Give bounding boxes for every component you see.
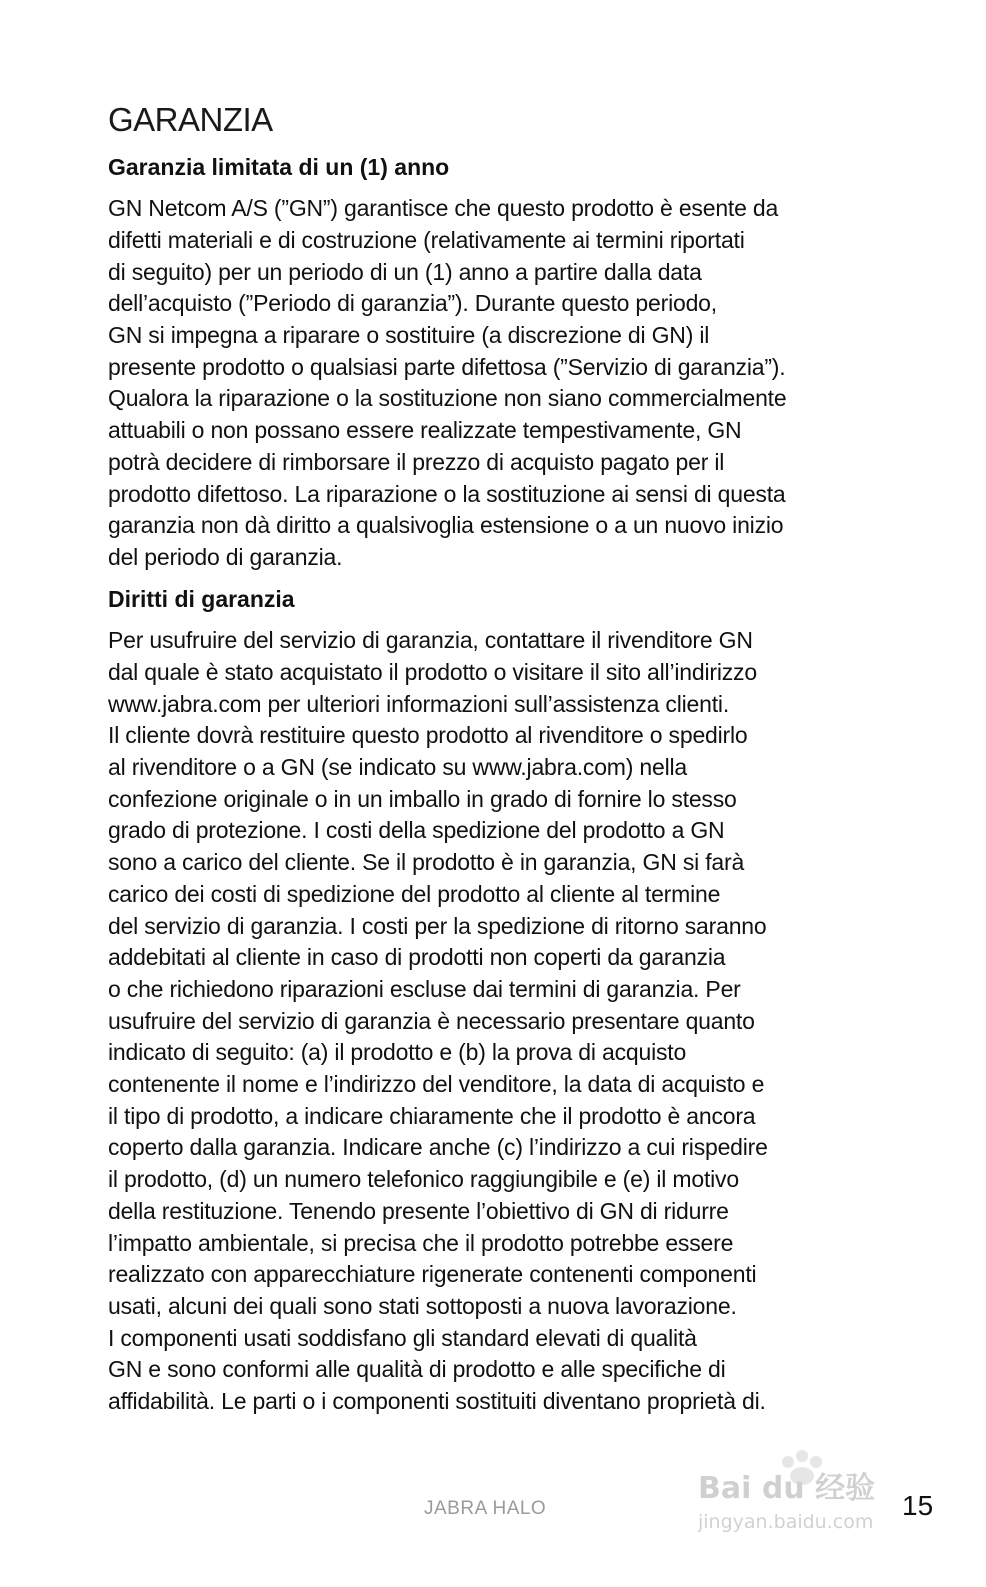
footer-brand: JABRA HALO xyxy=(424,1498,547,1519)
subsection-heading-warranty-rights: Diritti di garanzia xyxy=(108,585,295,612)
text-line: dal quale è stato acquistato il prodotto o visitare il sito all’indirizzo xyxy=(108,658,757,685)
text-line: indicato di seguito: (a) il prodotto e (b) la prova di acquisto xyxy=(108,1039,687,1066)
watermark-url: jingyan.baidu.com xyxy=(698,1511,874,1533)
paragraph-limited-warranty xyxy=(108,193,878,573)
text-line: carico dei costi di spedizione del prodotto al cliente al termine xyxy=(108,880,721,907)
text-line: sono a carico del cliente. Se il prodotto è in garanzia, GN si farà xyxy=(108,849,745,876)
text-line: coperto dalla garanzia. Indicare anche (c) l’indirizzo a cui rispedire xyxy=(108,1134,768,1161)
text-line: l’impatto ambientale, si precisa che il prodotto potrebbe essere xyxy=(108,1229,734,1256)
watermark-logo-text: Bai du 经验 xyxy=(698,1471,876,1506)
text-line: dell’acquisto (”Periodo di garanzia”). Durante questo periodo, xyxy=(108,290,717,317)
text-line: Il cliente dovrà restituire questo prodotto al rivenditore o spedirlo xyxy=(108,722,748,749)
text-line: realizzato con apparecchiature rigenerate contenenti componenti xyxy=(108,1261,757,1288)
text-line: Per usufruire del servizio di garanzia, contattare il rivenditore GN xyxy=(108,627,753,654)
text-line: al rivenditore o a GN (se indicato su www.jabra.com) nella xyxy=(108,754,687,781)
text-line: o che richiedono riparazioni escluse dai termini di garanzia. Per xyxy=(108,975,741,1002)
page-number: 15 xyxy=(902,1490,934,1521)
text-line: del servizio di garanzia. I costi per la spedizione di ritorno saranno xyxy=(108,912,767,939)
text-line: GN e sono conformi alle qualità di prodotto e alle specifiche di xyxy=(108,1356,726,1383)
text-line: grado di protezione. I costi della spedizione del prodotto a GN xyxy=(108,817,725,844)
text-line: del periodo di garanzia. xyxy=(108,543,343,570)
text-line: affidabilità. Le parti o i componenti sostituiti diventano proprietà di. xyxy=(108,1388,766,1415)
text-line: di seguito) per un periodo di un (1) anno a partire dalla data xyxy=(108,258,702,285)
text-line: usufruire del servizio di garanzia è necessario presentare quanto xyxy=(108,1007,755,1034)
paragraph-warranty-rights xyxy=(108,625,878,1418)
text-line: potrà decidere di rimborsare il prezzo di acquisto pagato per il xyxy=(108,448,725,475)
text-line: presente prodotto o qualsiasi parte difettosa (”Servizio di garanzia”). xyxy=(108,353,786,380)
page-title: GARANZIA xyxy=(108,101,273,138)
text-line: della restituzione. Tenendo presente l’obiettivo di GN di ridurre xyxy=(108,1197,729,1224)
text-line: difetti materiali e di costruzione (relativamente ai termini riportati xyxy=(108,226,745,253)
text-line: I componenti usati soddisfano gli standard elevati di qualità xyxy=(108,1324,697,1351)
text-line: contenente il nome e l’indirizzo del venditore, la data di acquisto e xyxy=(108,1071,765,1098)
text-line: attuabili o non possano essere realizzate tempestivamente, GN xyxy=(108,417,742,444)
text-line: confezione originale o in un imballo in grado di fornire lo stesso xyxy=(108,785,737,812)
text-line: Qualora la riparazione o la sostituzione non siano commercialmente xyxy=(108,385,787,412)
text-line: il tipo di prodotto, a indicare chiaramente che il prodotto è ancora xyxy=(108,1102,756,1129)
document-page xyxy=(108,100,878,1430)
text-line: garanzia non dà diritto a qualsivoglia estensione o a un nuovo inizio xyxy=(108,512,784,539)
text-line: usati, alcuni dei quali sono stati sottoposti a nuova lavorazione. xyxy=(108,1292,737,1319)
text-line: GN Netcom A/S (”GN”) garantisce che questo prodotto è esente da xyxy=(108,195,779,222)
text-line: prodotto difettoso. La riparazione o la sostituzione ai sensi di questa xyxy=(108,480,786,507)
subsection-heading-limited-warranty: Garanzia limitata di un (1) anno xyxy=(108,153,450,180)
text-line: il prodotto, (d) un numero telefonico raggiungibile e (e) il motivo xyxy=(108,1166,739,1193)
text-line: addebitati al cliente in caso di prodotti non coperti da garanzia xyxy=(108,944,726,971)
baidu-watermark xyxy=(690,1440,920,1540)
text-line: www.jabra.com per ulteriori informazioni sull’assistenza clienti. xyxy=(108,690,730,717)
text-line: GN si impegna a riparare o sostituire (a discrezione di GN) il xyxy=(108,322,710,348)
